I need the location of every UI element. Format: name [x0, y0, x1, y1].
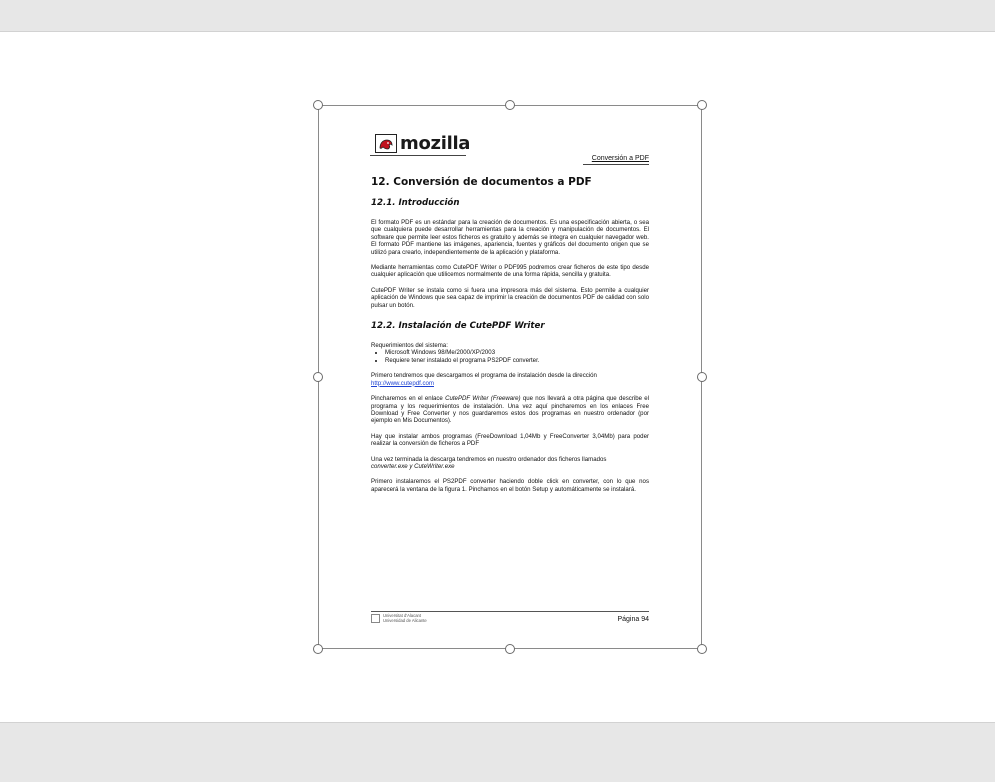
- list-item: • Requiere tener instalado el programa PS2PDF converter.: [385, 357, 649, 364]
- resize-handle-right[interactable]: [697, 372, 707, 382]
- chapter-title: 12. Conversión de documentos a PDF: [371, 176, 592, 188]
- bottom-panel: [0, 722, 995, 782]
- selection-frame[interactable]: [318, 105, 702, 649]
- resize-handle-top-right[interactable]: [697, 100, 707, 110]
- resize-handle-bottom-right[interactable]: [697, 644, 707, 654]
- page-number: Página 94: [617, 616, 649, 623]
- paragraph-text: Pincharemos en el enlace: [371, 395, 446, 403]
- paragraph: El formato PDF es un estándar para la creación de documentos. Es una especificación abierta, o sea que cualquiera puede desarrollar herramientas para la creación y manipulación de documentos. El software que permite leer estos ficheros es gratuito y además se integra en cualquier navegador web. El formato PDF mantiene las imágenes, apariencia, fuentes y gráficos del documento origen que se utilizó para crearlo, independientemente de la aplicación y plataforma.: [371, 219, 649, 256]
- university-name-ca: Universitat d'Alacant: [383, 613, 422, 618]
- running-header: Conversión a PDF: [591, 155, 649, 162]
- paragraph: CutePDF Writer se instala como si fuera una impresora más del sistema. Esto permite a cualquier aplicación de Windows que sea capaz de imprimir la creación de documentos PDF de calidad con solo pulsar un botón.: [371, 286, 649, 309]
- list-item: • Microsoft Windows 98/Me/2000/XP/2003: [385, 349, 649, 356]
- paragraph-text: Primero tendremos que descargamos el programa de instalación desde la dirección: [371, 372, 597, 380]
- emphasis-text: CutePDF Writer (Freeware): [445, 395, 521, 403]
- requirements-title: Requerimientos del sistema:: [371, 342, 448, 350]
- top-toolbar: [0, 0, 995, 32]
- section-title-intro: 12.1. Introducción: [371, 198, 460, 208]
- resize-handle-top-left[interactable]: [313, 100, 323, 110]
- resize-handle-bottom[interactable]: [505, 644, 515, 654]
- resize-handle-bottom-left[interactable]: [313, 644, 323, 654]
- resize-handle-top[interactable]: [505, 100, 515, 110]
- mozilla-wordmark: mozilla: [400, 133, 471, 154]
- paragraph-text: Una vez terminada la descarga tendremos en nuestro ordenador dos ficheros llamados: [371, 455, 607, 463]
- paragraph-text: que nos llevará a otra página que describe el programa y los requerimientos de instalación. Una vez aquí pincharemos en los enlaces Free Download y Free Converter y nos guardaremos estos dos programas en nuestro ordenador (por ejemplo en Mis Documentos).: [371, 395, 649, 425]
- download-link[interactable]: http://www.cutepdf.com: [371, 379, 434, 387]
- paragraph: Primero instalaremos el PS2PDF converter haciendo doble click en converter, con lo que nos aparecerá la ventana de la figura 1. Pinchamos en el botón Setup y automáticamente se instalará.: [371, 478, 649, 493]
- paragraph: Hay que instalar ambos programas (FreeDownload 1,04Mb y FreeConverter 3,04Mb) para poder realizar la conversión de ficheros a PDF: [371, 432, 649, 448]
- section-title-install: 12.2. Instalación de CutePDF Writer: [371, 321, 545, 332]
- resize-handle-left[interactable]: [313, 372, 323, 382]
- emphasis-text: converter.exe y CuteWriter.exe: [371, 462, 455, 470]
- university-name-es: Universidad de Alicante: [383, 618, 427, 623]
- paragraph: Mediante herramientas como CutePDF Writer o PDF995 podremos crear ficheros de este tipo desde cualquier aplicación que utilicemos normalmente de una forma rápida, sencilla y gratuita.: [371, 264, 649, 279]
